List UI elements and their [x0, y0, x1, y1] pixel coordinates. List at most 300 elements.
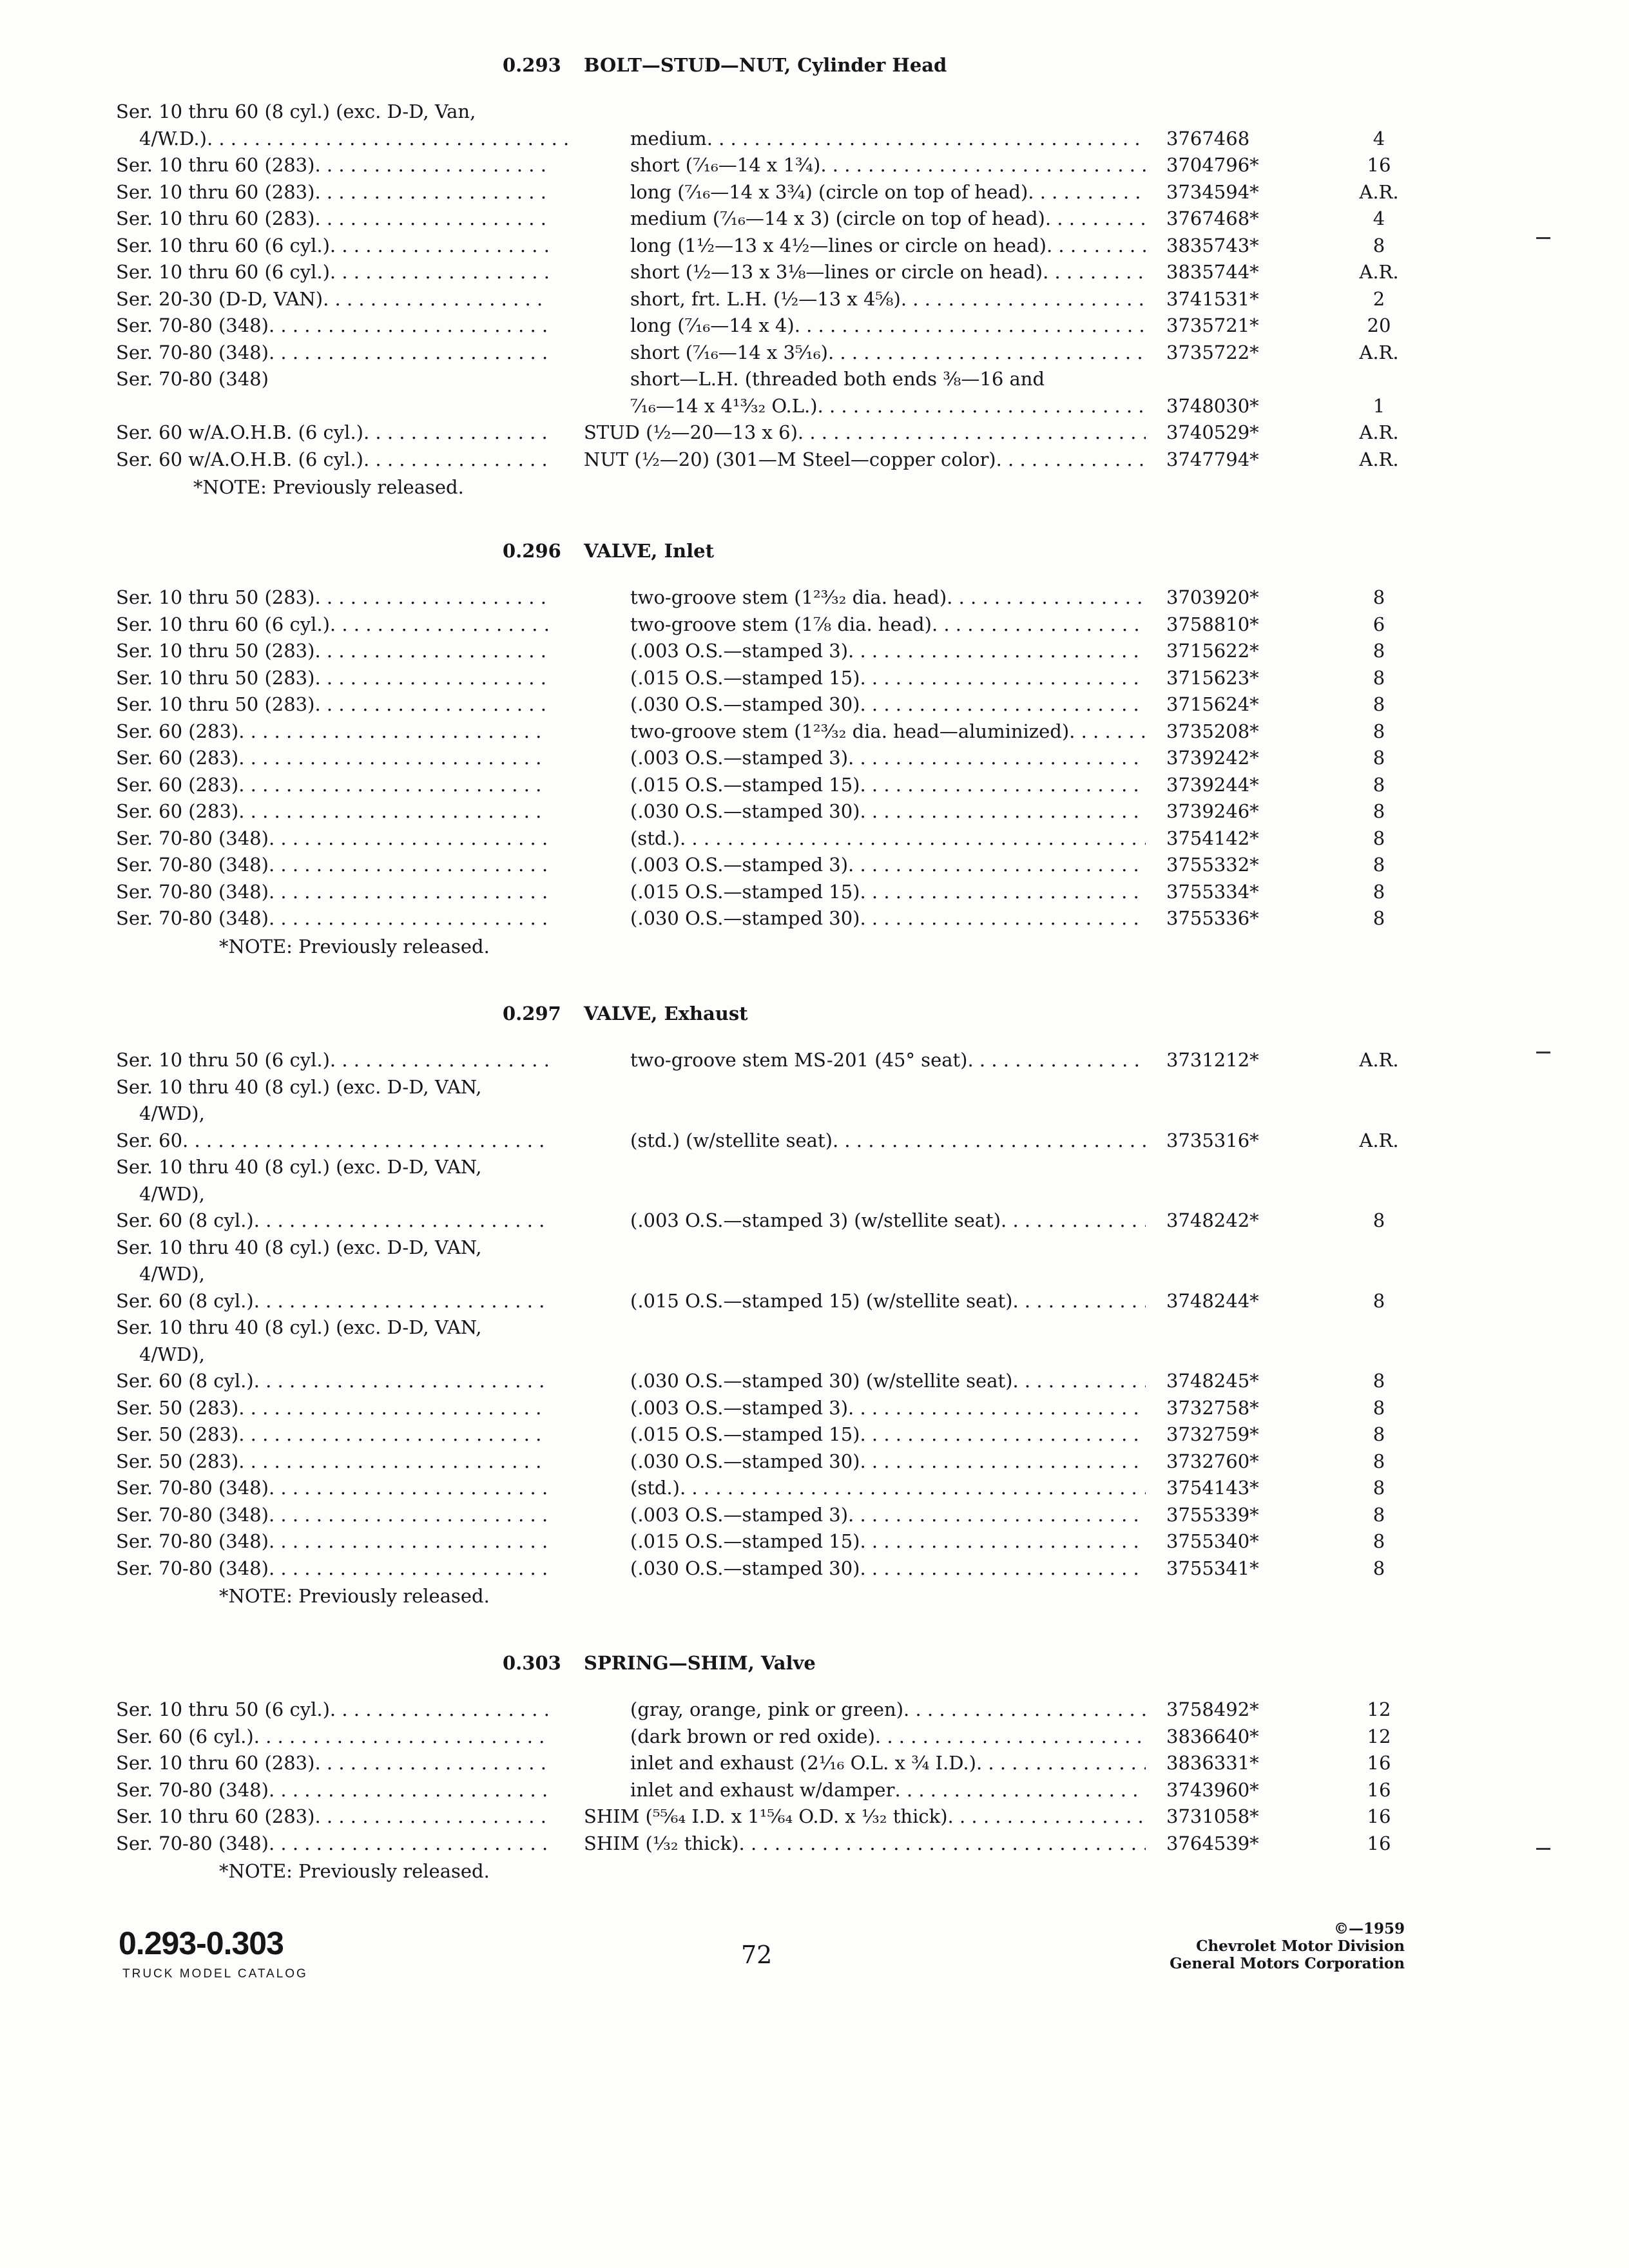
series-cell — [116, 718, 549, 745]
description-cell — [584, 1803, 1146, 1830]
dot-leader — [314, 205, 549, 232]
margin-mark — [1536, 1052, 1550, 1053]
dot-leader — [948, 1803, 1146, 1830]
description-text: (gray, orange, pink or green) — [630, 1698, 904, 1720]
series-cell — [116, 339, 549, 366]
series-cell — [116, 1127, 549, 1154]
series-text: Ser. 20-30 (D-D, VAN) — [116, 287, 323, 310]
dot-leader — [238, 718, 549, 745]
dot-leader — [848, 744, 1146, 771]
series-cell — [116, 825, 549, 852]
series-text: 4/WD), — [139, 1182, 205, 1205]
description-cell — [630, 1207, 1146, 1234]
table-row — [0, 851, 1629, 878]
series-text: Ser. 70-80 (348) — [116, 368, 269, 390]
series-text: Ser. 50 (283) — [116, 1396, 239, 1419]
table-row — [0, 1830, 1629, 1857]
part-number: 3732758* — [1166, 1396, 1259, 1419]
description-cell — [630, 1421, 1146, 1448]
description-text: inlet and exhaust (2¹⁄₁₆ O.L. x ¾ I.D.) — [630, 1752, 976, 1774]
quantity: 20 — [1367, 314, 1391, 336]
table-row — [0, 1749, 1629, 1776]
part-number: 3739244* — [1166, 773, 1259, 796]
dot-leader — [947, 584, 1146, 611]
footer-copyright: ©—1959 — [1333, 1920, 1405, 1937]
series-cell — [116, 611, 549, 638]
series-cell — [116, 1448, 549, 1475]
table-row — [0, 744, 1629, 771]
margin-mark — [1536, 237, 1550, 239]
description-cell — [630, 584, 1146, 611]
footer-catalog-name: TRUCK MODEL CATALOG — [122, 1967, 308, 1981]
description-text: (.030 O.S.—stamped 30) — [630, 1450, 860, 1472]
dot-leader — [848, 1501, 1146, 1528]
series-cell — [116, 419, 549, 446]
dot-leader — [903, 1696, 1146, 1723]
section-note: *NOTE: Previously released. — [219, 1860, 490, 1882]
table-row — [0, 798, 1629, 825]
quantity: 8 — [1373, 586, 1385, 608]
dot-leader — [254, 1287, 549, 1314]
dot-leader — [932, 611, 1146, 638]
table-row — [0, 312, 1629, 339]
part-number: 3836331* — [1166, 1752, 1259, 1774]
dot-leader — [254, 1723, 549, 1750]
table-row — [0, 611, 1629, 638]
section-number: 0.293 — [503, 54, 561, 76]
series-cell — [116, 1555, 549, 1582]
part-number: 3735208* — [1166, 720, 1259, 742]
section-number: 0.297 — [503, 1003, 561, 1024]
series-text: Ser. 60 w/A.O.H.B. (6 cyl.) — [116, 421, 363, 443]
series-cell — [116, 1287, 549, 1314]
description-text: (.015 O.S.—stamped 15) (w/stellite seat) — [630, 1289, 1013, 1312]
dot-leader — [860, 664, 1146, 691]
description-cell — [630, 1555, 1146, 1582]
table-row — [0, 1448, 1629, 1475]
part-number: 3731058* — [1166, 1805, 1259, 1827]
description-text: NUT (½—20) (301—M Steel—copper color) — [584, 448, 996, 470]
quantity: 8 — [1373, 720, 1385, 742]
series-cell — [116, 744, 549, 771]
series-text: 4/WD), — [139, 1343, 205, 1365]
dot-leader — [860, 1421, 1146, 1448]
section-note: *NOTE: Previously released. — [219, 1585, 490, 1607]
table-row — [0, 1501, 1629, 1528]
table-row — [0, 392, 1629, 419]
part-number: 3835744* — [1166, 261, 1259, 283]
footer-corporation: General Motors Corporation — [1170, 1955, 1405, 1972]
dot-leader — [269, 825, 549, 852]
description-text: short (½—13 x 3⅛—lines or circle on head) — [630, 261, 1043, 283]
series-cell — [116, 1474, 549, 1501]
dot-leader — [238, 1421, 549, 1448]
dot-leader — [795, 312, 1146, 339]
series-cell — [139, 1341, 572, 1368]
section-heading — [0, 540, 1629, 568]
dot-leader — [330, 1046, 549, 1073]
dot-leader — [1028, 178, 1146, 206]
dot-leader — [833, 1127, 1146, 1154]
dot-leader — [1046, 232, 1146, 259]
part-number: 3704796* — [1166, 154, 1259, 176]
dot-leader — [254, 1207, 549, 1234]
series-cell — [116, 1153, 549, 1180]
table-row — [0, 1073, 1629, 1100]
description-cell — [630, 1501, 1146, 1528]
description-text: (.015 O.S.—stamped 15) — [630, 1423, 860, 1445]
description-cell — [630, 285, 1146, 312]
part-number: 3755336* — [1166, 907, 1259, 929]
dot-leader — [968, 1046, 1146, 1073]
dot-leader — [363, 446, 549, 473]
quantity: 16 — [1367, 1778, 1391, 1801]
dot-leader — [848, 1394, 1146, 1421]
dot-leader — [1045, 205, 1146, 232]
series-text: Ser. 10 thru 60 (283) — [116, 154, 315, 176]
description-text: (.015 O.S.—stamped 15) — [630, 666, 860, 689]
quantity: 6 — [1373, 613, 1385, 635]
quantity: A.R. — [1359, 448, 1399, 470]
quantity: 8 — [1373, 1530, 1385, 1552]
description-text: SHIM (⁵⁵⁄₆₄ I.D. x 1¹⁵⁄₆₄ O.D. x ¹⁄₃₂ thick) — [584, 1805, 948, 1827]
description-text: (std.) — [630, 827, 680, 849]
description-cell — [630, 232, 1146, 259]
series-cell — [116, 1803, 549, 1830]
quantity: 16 — [1367, 1752, 1391, 1774]
quantity: 8 — [1373, 1450, 1385, 1472]
table-row — [0, 1723, 1629, 1750]
part-number: 3739242* — [1166, 747, 1259, 769]
series-text: Ser. 10 thru 50 (283) — [116, 693, 315, 715]
series-cell — [116, 637, 549, 664]
table-row — [0, 718, 1629, 745]
table-row — [0, 878, 1629, 905]
table-row — [0, 125, 1629, 152]
table-row — [0, 771, 1629, 798]
dot-leader — [238, 1394, 549, 1421]
table-row — [0, 1207, 1629, 1234]
description-cell — [630, 1394, 1146, 1421]
part-number: 3741531* — [1166, 287, 1259, 310]
series-cell — [116, 664, 549, 691]
series-text: Ser. 10 thru 60 (6 cyl.) — [116, 234, 330, 256]
series-text: Ser. 60 (8 cyl.) — [116, 1209, 254, 1231]
part-number: 3748245* — [1166, 1370, 1259, 1392]
series-text: Ser. 60 — [116, 1129, 183, 1151]
series-cell — [139, 1260, 572, 1287]
part-number: 3767468 — [1166, 127, 1250, 149]
table-row — [0, 419, 1629, 446]
part-number: 3754143* — [1166, 1477, 1259, 1499]
description-text: (.003 O.S.—stamped 3) — [630, 1503, 849, 1526]
description-text: (.015 O.S.—stamped 15) — [630, 773, 860, 796]
series-cell — [116, 365, 549, 392]
table-row — [0, 1394, 1629, 1421]
quantity: 8 — [1373, 234, 1385, 256]
dot-leader — [269, 1528, 549, 1555]
series-cell — [116, 312, 549, 339]
series-cell — [116, 1314, 549, 1341]
series-text: Ser. 10 thru 50 (283) — [116, 586, 315, 608]
series-text: Ser. 70-80 (348) — [116, 827, 269, 849]
series-cell — [139, 1100, 572, 1127]
quantity: 8 — [1373, 1423, 1385, 1445]
series-cell — [116, 1367, 549, 1394]
description-text: ⁷⁄₁₆—14 x 4¹³⁄₃₂ O.L.) — [630, 394, 818, 417]
table-row — [0, 905, 1629, 932]
quantity: 8 — [1373, 1477, 1385, 1499]
dot-leader — [848, 851, 1146, 878]
dot-leader — [894, 1776, 1146, 1803]
description-cell — [630, 664, 1146, 691]
table-row — [0, 1153, 1629, 1180]
table-row — [0, 446, 1629, 473]
series-text: Ser. 10 thru 60 (6 cyl.) — [116, 613, 330, 635]
table-row — [0, 1180, 1629, 1207]
description-cell — [630, 611, 1146, 638]
series-cell — [116, 1776, 549, 1803]
description-cell — [630, 771, 1146, 798]
dot-leader — [818, 392, 1146, 419]
series-cell — [116, 446, 549, 473]
dot-leader — [1043, 258, 1146, 285]
part-number: 3836640* — [1166, 1725, 1259, 1747]
description-cell — [630, 1474, 1146, 1501]
series-text: Ser. 70-80 (348) — [116, 1832, 269, 1854]
margin-mark — [1536, 1848, 1550, 1850]
quantity: 2 — [1373, 287, 1385, 310]
section-heading — [0, 54, 1629, 82]
table-row — [0, 98, 1629, 125]
section-title: BOLT—STUD—NUT, Cylinder Head — [584, 54, 947, 76]
quantity: 8 — [1373, 640, 1385, 662]
part-number: 3739246* — [1166, 800, 1259, 822]
description-cell — [630, 851, 1146, 878]
quantity: 16 — [1367, 1805, 1391, 1827]
part-number: 3758492* — [1166, 1698, 1259, 1720]
dot-leader — [269, 1474, 549, 1501]
series-text: Ser. 10 thru 40 (8 cyl.) (exc. D-D, VAN, — [116, 1236, 482, 1258]
description-cell — [630, 151, 1146, 178]
part-number: 3755341* — [1166, 1557, 1259, 1579]
description-cell — [584, 1830, 1146, 1857]
dot-leader — [1012, 1287, 1146, 1314]
quantity: 8 — [1373, 1503, 1385, 1526]
series-text: Ser. 10 thru 60 (8 cyl.) (exc. D-D, Van, — [116, 101, 476, 122]
dot-leader — [330, 258, 549, 285]
series-text: Ser. 10 thru 40 (8 cyl.) (exc. D-D, VAN, — [116, 1316, 482, 1338]
dot-leader — [330, 1696, 549, 1723]
section-note: *NOTE: Previously released. — [219, 935, 490, 957]
dot-leader — [860, 1555, 1146, 1582]
description-text: short—L.H. (threaded both ends ⅜—16 and — [630, 368, 1045, 390]
dot-leader — [1012, 1367, 1146, 1394]
dot-leader — [314, 637, 549, 664]
quantity: 8 — [1373, 1557, 1385, 1579]
series-text: Ser. 70-80 (348) — [116, 1778, 269, 1801]
part-number: 3758810* — [1166, 613, 1259, 635]
series-text: Ser. 10 thru 50 (6 cyl.) — [116, 1049, 330, 1071]
description-cell — [630, 825, 1146, 852]
dot-leader — [269, 1830, 549, 1857]
series-text: Ser. 10 thru 40 (8 cyl.) (exc. D-D, VAN, — [116, 1075, 482, 1098]
section-title: SPRING—SHIM, Valve — [584, 1652, 816, 1674]
series-text: Ser. 10 thru 60 (283) — [116, 1752, 315, 1774]
part-number: 3743960* — [1166, 1778, 1259, 1801]
dot-leader — [860, 771, 1146, 798]
quantity: 8 — [1373, 666, 1385, 689]
description-text: (std.) (w/stellite seat) — [630, 1129, 833, 1151]
series-text: Ser. 70-80 (348) — [116, 1530, 269, 1552]
table-row — [0, 1421, 1629, 1448]
quantity: 12 — [1367, 1698, 1391, 1720]
description-cell — [630, 312, 1146, 339]
series-text: Ser. 70-80 (348) — [116, 314, 269, 336]
table-row — [0, 584, 1629, 611]
series-text: 4/W.D.) — [139, 127, 207, 149]
description-cell — [630, 798, 1146, 825]
section-number: 0.296 — [503, 540, 561, 562]
quantity: 8 — [1373, 693, 1385, 715]
part-number: 3731212* — [1166, 1049, 1259, 1071]
series-text: Ser. 60 (283) — [116, 720, 239, 742]
description-text: two-groove stem (1⅞ dia. head) — [630, 613, 932, 635]
table-row — [0, 825, 1629, 852]
dot-leader — [314, 691, 549, 718]
description-cell — [630, 205, 1146, 232]
series-cell — [116, 178, 549, 206]
dot-leader — [323, 285, 549, 312]
part-number: 3754142* — [1166, 827, 1259, 849]
description-cell — [584, 446, 1146, 473]
part-number: 3755339* — [1166, 1503, 1259, 1526]
part-number: 3715623* — [1166, 666, 1259, 689]
description-text: (std.) — [630, 1477, 680, 1499]
section-heading — [0, 1652, 1629, 1680]
part-number: 3755332* — [1166, 854, 1259, 876]
quantity: 8 — [1373, 747, 1385, 769]
description-cell — [630, 744, 1146, 771]
description-text: (.015 O.S.—stamped 15) — [630, 1530, 860, 1552]
description-text: medium (⁷⁄₁₆—14 x 3) (circle on top of head) — [630, 207, 1045, 229]
table-row — [0, 1776, 1629, 1803]
description-text: (.015 O.S.—stamped 15) — [630, 880, 860, 903]
description-cell — [630, 1127, 1146, 1154]
description-text: (.030 O.S.—stamped 30) — [630, 693, 860, 715]
description-text: STUD (½—20—13 x 6) — [584, 421, 798, 443]
series-cell — [116, 878, 549, 905]
table-row — [0, 205, 1629, 232]
dot-leader — [269, 1776, 549, 1803]
series-text: Ser. 50 (283) — [116, 1450, 239, 1472]
series-cell — [116, 1234, 549, 1261]
description-text: (.003 O.S.—stamped 3) — [630, 747, 849, 769]
series-cell — [116, 1528, 549, 1555]
dot-leader — [820, 151, 1146, 178]
series-text: Ser. 70-80 (348) — [116, 1503, 269, 1526]
quantity: 8 — [1373, 1209, 1385, 1231]
series-text: Ser. 60 (8 cyl.) — [116, 1289, 254, 1312]
quantity: 4 — [1373, 207, 1385, 229]
series-cell — [116, 1073, 549, 1100]
description-text: (.030 O.S.—stamped 30) — [630, 907, 860, 929]
dot-leader — [207, 125, 572, 152]
part-number: 3735316* — [1166, 1129, 1259, 1151]
dot-leader — [860, 1448, 1146, 1475]
description-cell — [630, 905, 1146, 932]
description-text: (.030 O.S.—stamped 30) — [630, 800, 860, 822]
dot-leader — [860, 1528, 1146, 1555]
dot-leader — [314, 664, 549, 691]
table-row — [0, 1341, 1629, 1368]
quantity: 16 — [1367, 154, 1391, 176]
description-text: short (⁷⁄₁₆—14 x 3⁵⁄₁₆) — [630, 341, 828, 363]
dot-leader — [269, 905, 549, 932]
series-cell — [116, 905, 549, 932]
description-cell — [630, 691, 1146, 718]
dot-leader — [828, 339, 1146, 366]
table-row — [0, 1528, 1629, 1555]
series-cell — [116, 98, 549, 125]
description-cell — [630, 178, 1146, 206]
series-cell — [116, 258, 549, 285]
series-cell — [116, 851, 549, 878]
description-text: short (⁷⁄₁₆—14 x 1¾) — [630, 154, 821, 176]
table-row — [0, 664, 1629, 691]
section-number: 0.303 — [503, 1652, 561, 1674]
description-cell — [630, 258, 1146, 285]
part-number: 3767468* — [1166, 207, 1259, 229]
quantity: A.R. — [1359, 341, 1399, 363]
dot-leader — [314, 151, 549, 178]
series-cell — [116, 1696, 549, 1723]
table-row — [0, 637, 1629, 664]
description-text: (.003 O.S.—stamped 3) — [630, 854, 849, 876]
section-heading — [0, 1003, 1629, 1031]
series-text: Ser. 10 thru 60 (283) — [116, 207, 315, 229]
series-text: Ser. 50 (283) — [116, 1423, 239, 1445]
dot-leader — [314, 584, 549, 611]
description-text: (.003 O.S.—stamped 3) — [630, 1396, 849, 1419]
dot-leader — [254, 1367, 549, 1394]
part-number: 3715624* — [1166, 693, 1259, 715]
part-number: 3747794* — [1166, 448, 1259, 470]
part-number: 3764539* — [1166, 1832, 1259, 1854]
table-row — [0, 1803, 1629, 1830]
series-text: Ser. 70-80 (348) — [116, 341, 269, 363]
description-cell — [630, 1696, 1146, 1723]
dot-leader — [848, 637, 1146, 664]
series-text: Ser. 10 thru 60 (283) — [116, 1805, 315, 1827]
description-cell — [630, 125, 1146, 152]
description-cell — [630, 1528, 1146, 1555]
description-cell — [630, 718, 1146, 745]
series-cell — [116, 1723, 549, 1750]
part-number: 3715622* — [1166, 640, 1259, 662]
description-text: inlet and exhaust w/damper — [630, 1778, 895, 1801]
page-number: 72 — [741, 1941, 773, 1969]
description-cell — [630, 1287, 1146, 1314]
dot-leader — [314, 1749, 549, 1776]
quantity: 12 — [1367, 1725, 1391, 1747]
series-text: Ser. 10 thru 50 (6 cyl.) — [116, 1698, 330, 1720]
description-text: two-groove stem MS-201 (45° seat) — [630, 1049, 968, 1071]
dot-leader — [860, 691, 1146, 718]
dot-leader — [269, 339, 549, 366]
series-cell — [116, 151, 549, 178]
series-text: 4/WD), — [139, 1102, 205, 1124]
